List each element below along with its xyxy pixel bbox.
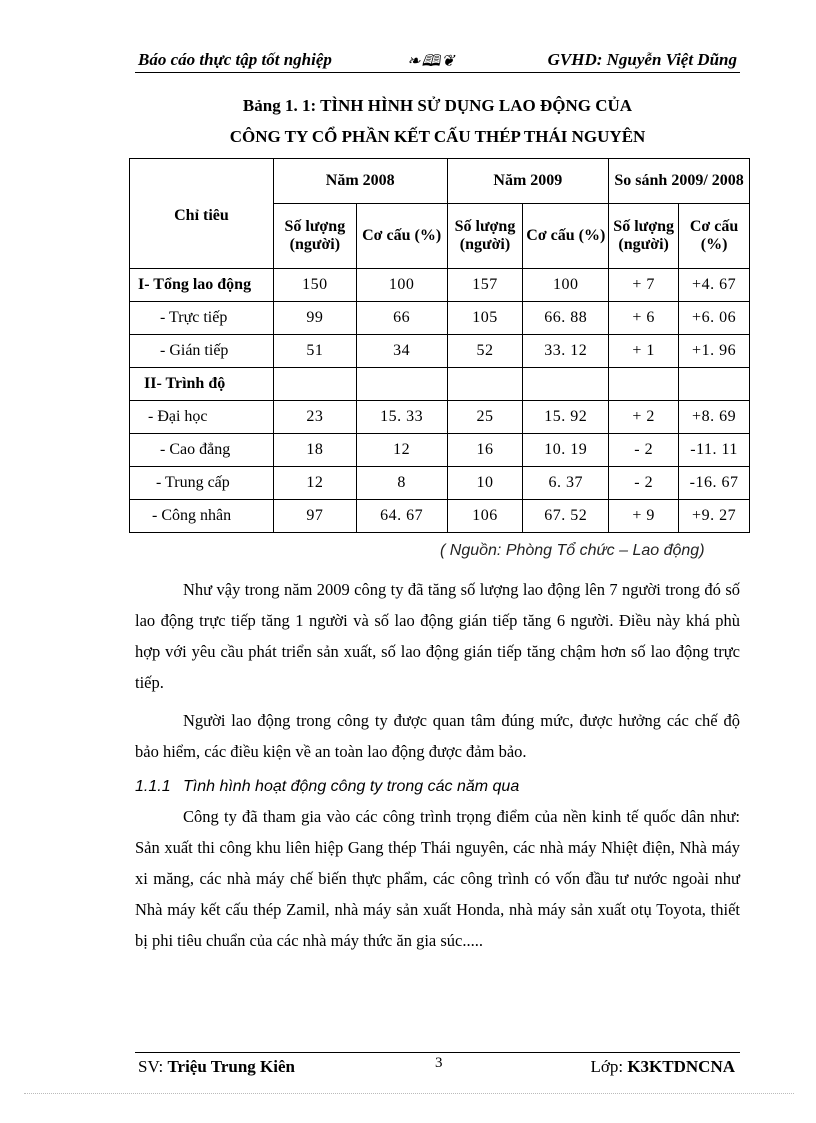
- cell: 23: [273, 401, 356, 434]
- footer-class-name: K3KTDNCNA: [627, 1057, 735, 1076]
- table-row: [130, 401, 750, 434]
- footer-student-label: SV:: [138, 1057, 168, 1076]
- cell: 12: [356, 434, 447, 467]
- cell: 157: [447, 269, 523, 302]
- header-ornament: ❧🕮❦: [407, 53, 456, 70]
- cell: 66. 88: [523, 302, 609, 335]
- cell: 66: [356, 302, 447, 335]
- page-header: [135, 46, 740, 73]
- table-row: [130, 500, 750, 533]
- row-label: I- Tổng lao động: [130, 269, 274, 302]
- section-title: Tình hình hoạt động công ty trong các năm qua: [183, 778, 520, 795]
- header-sub-pct-2009: Cơ cấu (%): [523, 204, 609, 269]
- row-label: - Công nhân: [130, 500, 274, 533]
- header-sub-qty-diff: Số lượng (người): [609, 204, 679, 269]
- cell: 18: [273, 434, 356, 467]
- cell: 34: [356, 335, 447, 368]
- header-year-2008: Năm 2008: [273, 159, 447, 204]
- header-report-title: Báo cáo thực tập tốt nghiệp: [138, 50, 332, 69]
- cell: 16: [447, 434, 523, 467]
- table-source: ( Nguồn: Phòng Tổ chức – Lao động): [440, 542, 705, 559]
- cell: 64. 67: [356, 500, 447, 533]
- cell: +4. 67: [679, 269, 750, 302]
- cell: - 2: [609, 434, 679, 467]
- cell: + 9: [609, 500, 679, 533]
- header-sub-pct-diff: Cơ cấu (%): [679, 204, 750, 269]
- header-supervisor: GVHD: Nguyễn Việt Dũng: [547, 50, 737, 69]
- table-row: [130, 335, 750, 368]
- footer-student-name: Triệu Trung Kiên: [167, 1057, 295, 1076]
- cell: 51: [273, 335, 356, 368]
- header-criteria: Chỉ tiêu: [130, 159, 274, 269]
- header-sub-pct-2008: Cơ cấu (%): [356, 204, 447, 269]
- paragraph-2: [135, 705, 740, 767]
- cell: 10: [447, 467, 523, 500]
- row-label: - Trực tiếp: [130, 302, 274, 335]
- footer-class-label: Lớp:: [590, 1057, 628, 1076]
- cell: 15. 33: [356, 401, 447, 434]
- page-edge-divider: [24, 1093, 794, 1094]
- cell: 99: [273, 302, 356, 335]
- paragraph-1: [135, 574, 740, 698]
- cell: 15. 92: [523, 401, 609, 434]
- cell: +9. 27: [679, 500, 750, 533]
- cell: 100: [523, 269, 609, 302]
- header-sub-qty-2009: Số lượng (người): [447, 204, 523, 269]
- cell: + 6: [609, 302, 679, 335]
- cell: 25: [447, 401, 523, 434]
- row-label: - Đại học: [130, 401, 274, 434]
- cell: + 2: [609, 401, 679, 434]
- cell: +6. 06: [679, 302, 750, 335]
- cell: [356, 368, 447, 401]
- cell: 106: [447, 500, 523, 533]
- header-sub-qty-2008: Số lượng (người): [273, 204, 356, 269]
- cell: 33. 12: [523, 335, 609, 368]
- cell: -16. 67: [679, 467, 750, 500]
- cell: +1. 96: [679, 335, 750, 368]
- cell: 100: [356, 269, 447, 302]
- page-footer: [135, 1052, 740, 1081]
- labor-table: [129, 158, 750, 533]
- cell: 105: [447, 302, 523, 335]
- cell: + 7: [609, 269, 679, 302]
- paragraph-3-text: Công ty đã tham gia vào các công trình trọng điểm của nền kinh tế quốc dân như: Sản xuất thi công khu liên hiệp Gang thép Thái nguyên, các nhà máy Nhiệt điện, Nhà máy xi măng, các nhà máy chế biến thực phẩm, các công trình có vốn đầu tư nước ngoài như Nhà máy kết cấu thép Zamil, nhà máy sản xuất Honda, nhà máy sản xuất otụ Toyota, thiết bị phi tiêu chuẩn của các nhà máy thức ăn gia súc.....: [135, 807, 740, 950]
- cell: [523, 368, 609, 401]
- cell: 6. 37: [523, 467, 609, 500]
- footer-student: [138, 1057, 295, 1077]
- cell: 12: [273, 467, 356, 500]
- table-row: [130, 302, 750, 335]
- cell: 10. 19: [523, 434, 609, 467]
- cell: [447, 368, 523, 401]
- cell: [273, 368, 356, 401]
- paragraph-3: [135, 801, 740, 956]
- row-label: - Gián tiếp: [130, 335, 274, 368]
- paragraph-1-text: Như vậy trong năm 2009 công ty đã tăng số lượng lao động lên 7 người trong đó số lao động trực tiếp tăng 1 người và số lao động gián tiếp tăng 6 người. Điều này khá phù hợp với yêu cầu phát triển sản xuất, số lao động gián tiếp tăng chậm hơn số lao động trực tiếp.: [135, 580, 740, 692]
- cell: +8. 69: [679, 401, 750, 434]
- row-label: II- Trình độ: [130, 368, 274, 401]
- table-title-line2: CÔNG TY CỔ PHẦN KẾT CẤU THÉP THÁI NGUYÊN: [229, 127, 646, 146]
- row-label: - Cao đẳng: [130, 434, 274, 467]
- cell: 67. 52: [523, 500, 609, 533]
- table-row: [130, 269, 750, 302]
- cell: 52: [447, 335, 523, 368]
- section-heading: [135, 778, 519, 796]
- cell: 150: [273, 269, 356, 302]
- cell: [679, 368, 750, 401]
- cell: - 2: [609, 467, 679, 500]
- row-label: - Trung cấp: [130, 467, 274, 500]
- table-row: [130, 434, 750, 467]
- footer-class: [590, 1057, 735, 1077]
- header-comparison: So sánh 2009/ 2008: [609, 159, 750, 204]
- paragraph-2-text: Người lao động trong công ty được quan tâm đúng mức, được hưởng các chế độ bảo hiểm, các điều kiện về an toàn lao động được đảm bảo.: [135, 711, 740, 761]
- table-row: [130, 368, 750, 401]
- cell: [609, 368, 679, 401]
- table-row: [130, 467, 750, 500]
- table-title-line1: Bảng 1. 1: TÌNH HÌNH SỬ DỤNG LAO ĐỘNG CỦA: [242, 96, 633, 115]
- cell: + 1: [609, 335, 679, 368]
- section-number: 1.1.1: [135, 778, 171, 795]
- header-year-2009: Năm 2009: [447, 159, 609, 204]
- page-number: 3: [435, 1055, 443, 1071]
- cell: 97: [273, 500, 356, 533]
- cell: -11. 11: [679, 434, 750, 467]
- cell: 8: [356, 467, 447, 500]
